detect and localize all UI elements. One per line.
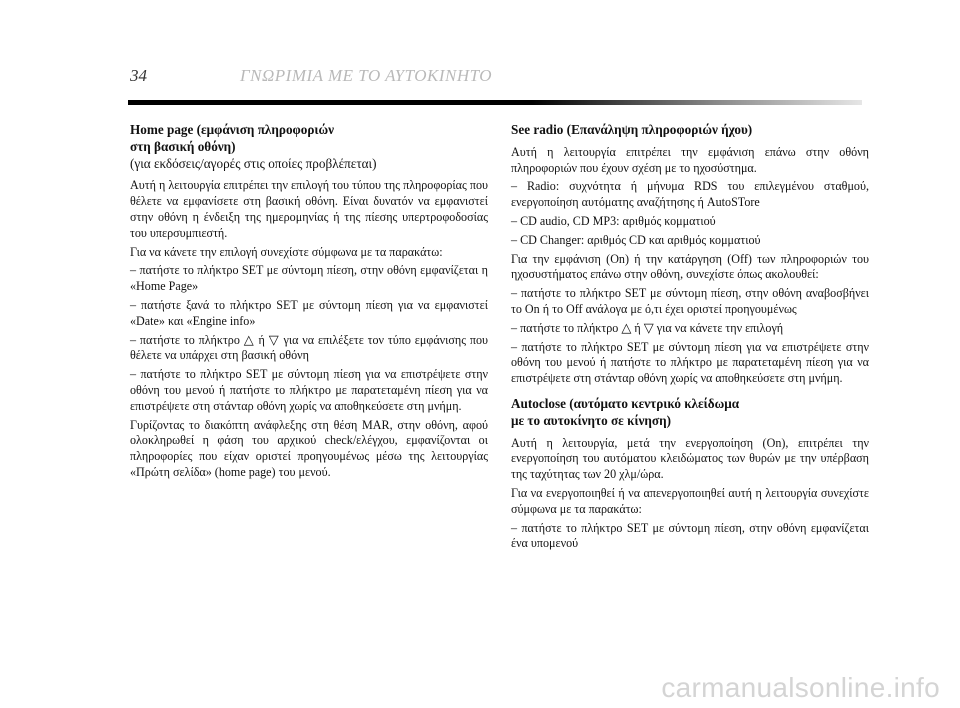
running-title: ΓΝΩΡΙΜΙΑ ΜΕ ΤΟ ΑΥΤΟΚΙΝΗΤΟ: [240, 66, 493, 85]
autoclose-heading: [511, 396, 869, 430]
step: – πατήστε το πλήκτρο SET με σύντομη πίεση για να επιστρέψετε στην οθόνη του μενού ή πατήστε το πλήκτρο με παρατεταμένη πίεση για να επιστρέψετε στη στάνταρ οθόνη χωρίς να αποθηκεύσετε στη μνήμη.: [130, 367, 488, 413]
home-page-heading-line2: στη βασική οθόνη): [130, 138, 236, 154]
watermark: carmanualsonline.info: [661, 672, 940, 703]
up-triangle-icon: △: [621, 320, 632, 336]
page-header: [130, 66, 850, 90]
step-text: για να κάνετε την επιλογή: [656, 320, 784, 335]
list-item: – CD Changer: αριθμός CD και αριθμός κομματιού: [511, 232, 761, 247]
step: – πατήστε το πλήκτρο SET με σύντομη πίεση, στην οθόνη αναβοσβήνει το On ή το Off ανάλογα με ό,τι έχει οριστεί προηγουμένως: [511, 286, 869, 316]
autoclose-heading-line1: Autoclose (αυτόματο κεντρικό κλείδωμα: [511, 395, 740, 411]
header-rule: [128, 100, 862, 105]
page-number: 34: [130, 66, 147, 85]
list-item: – CD audio, CD MP3: αριθμός κομματιού: [511, 213, 716, 228]
paragraph: Γυρίζοντας το διακόπτη ανάφλεξης στη θέση MAR, στην οθόνη, αφού ολοκληρωθεί η φάση του αρχικού check/ελέγχου, εμφανίζονται οι πληροφορίες που είχαν οριστεί προηγουμένως μέσω της λειτουργίας «Πρώτη σελίδα» (home page) του μενού.: [130, 417, 488, 479]
step: – πατήστε το πλήκτρο SET με σύντομη πίεση, στην οθόνη εμφανίζεται ένα υπομενού: [511, 520, 869, 551]
paragraph: Για να κάνετε την επιλογή συνεχίστε σύμφωνα με τα παρακάτω:: [130, 244, 443, 259]
paragraph: Για να ενεργοποιηθεί ή να απενεργοποιηθεί αυτή η λειτουργία συνεχίστε σύμφωνα με τα παρακάτω:: [511, 485, 869, 516]
right-column: [511, 122, 869, 555]
left-column: [130, 122, 488, 484]
list-item: – Radio: συχνότητα ή μήνυμα RDS του επιλεγμένου σταθμού, ενεργοποίηση αυτόματης αναζήτησης ή AutoSTore: [511, 179, 869, 210]
step-text: ή: [258, 332, 265, 347]
step: [511, 321, 869, 337]
step-text: – πατήστε το πλήκτρο: [130, 332, 240, 347]
paragraph: Αυτή η λειτουργία, μετά την ενεργοποίηση (On), επιτρέπει την ενεργοποίηση του αυτόματου κλειδώματος των θυρών με την υπέρβαση της ταχύτητας των 20 χλμ/ώρα.: [511, 435, 869, 482]
paragraph: Αυτή η λειτουργία επιτρέπει την επιλογή του τύπου της πληροφορίας που θέλετε να εμφανίσετε στη βασική οθόνη. Είναι δυνατόν να εμφανιστεί στην οθόνη η ένδειξη της ημερομηνίας ή της πίεσης υπερτροφοδοσίας του υπερσυμπιεστή.: [130, 178, 488, 240]
home-page-heading-line1: Home page (εμφάνιση πληροφοριών: [130, 122, 335, 137]
step-text: ή: [634, 320, 641, 335]
step-text: για να επιλέξετε τον τύπο εμφάνισης που θέλετε να υπάρχει στη βασική οθόνη: [130, 332, 489, 363]
step: – πατήστε το πλήκτρο SET με σύντομη πίεση για να επιστρέψετε στην οθόνη του μενού ή πατήστε το πλήκτρο με παρατεταμένη πίεση για να επιστρέψετε στη στάνταρ οθόνη χωρίς να αποθηκεύσετε στη μνήμη.: [511, 339, 869, 386]
see-radio-heading: See radio (Επανάληψη πληροφοριών ήχου): [511, 122, 753, 137]
step: – πατήστε το πλήκτρο SET με σύντομη πίεση, στην οθόνη εμφανίζεται η «Home Page»: [130, 263, 488, 294]
step-text: – πατήστε το πλήκτρο: [511, 320, 619, 335]
paragraph: Αυτή η λειτουργία επιτρέπει την εμφάνιση επάνω στην οθόνη πληροφοριών που έχουν σχέση με το ηχοσύστημα.: [511, 144, 869, 175]
paragraph: Για την εμφάνιση (On) ή την κατάργηση (Off) των πληροφοριών του ηχοσυστήματος επάνω στην οθόνη, συνεχίστε όπως ακολουθεί:: [511, 251, 869, 282]
down-triangle-icon: ▽: [643, 320, 654, 336]
step: [130, 333, 488, 365]
down-triangle-icon: ▽: [268, 332, 280, 348]
step: – πατήστε ξανά το πλήκτρο SET με σύντομη πίεση για να εμφανιστεί «Date» και «Engine info»: [130, 297, 488, 328]
home-page-heading-sub: (για εκδόσεις/αγορές στις οποίες προβλέπεται): [130, 155, 377, 171]
home-page-heading: [130, 122, 488, 172]
up-triangle-icon: △: [243, 332, 255, 348]
autoclose-heading-line2: με το αυτοκίνητο σε κίνηση): [511, 412, 671, 428]
